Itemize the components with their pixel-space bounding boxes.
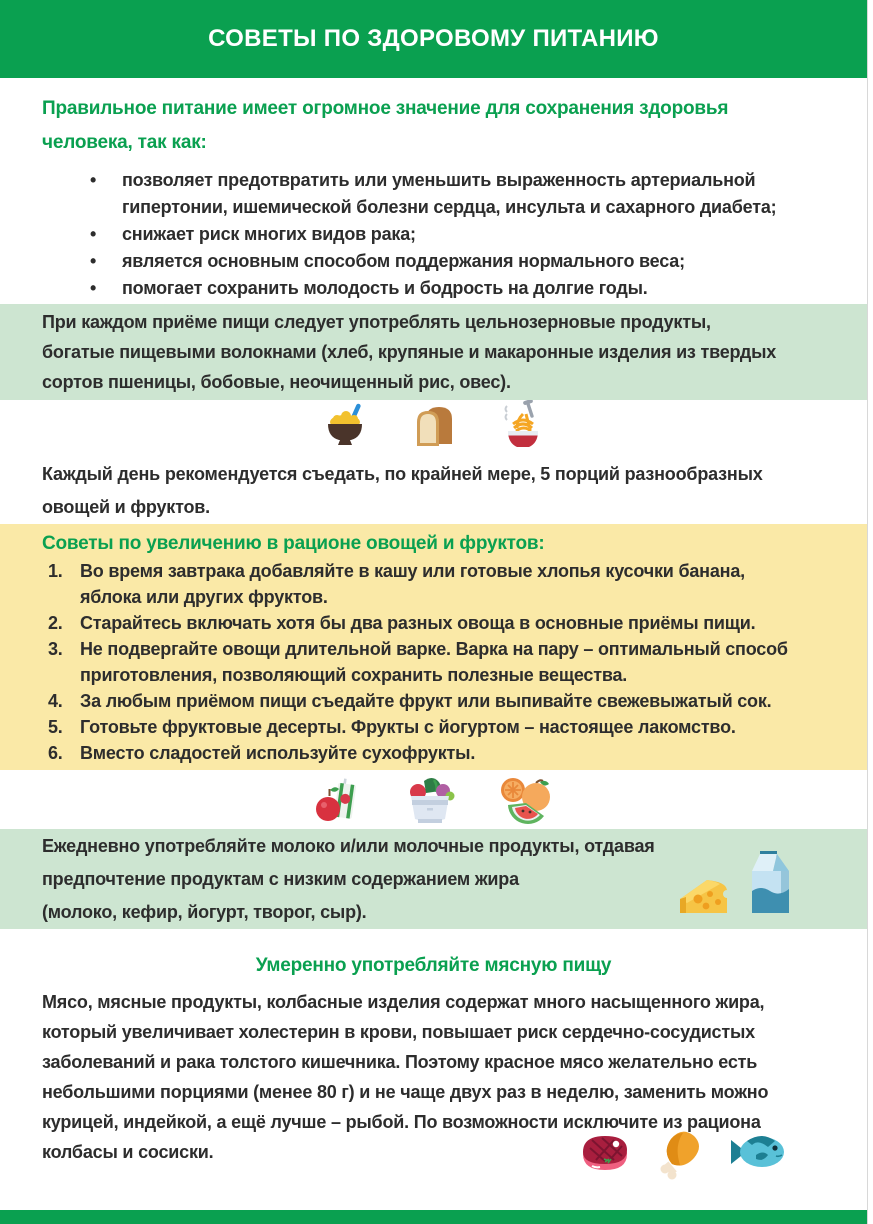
wholegrain-text: При каждом приёме пищи следует употреблять цельнозерновые продукты, богатые пищевыми волокнами (хлеб, крупяные и макаронные изделия из твердых сортов пшеницы, бобовые, неочищенный рис, овес). (42, 312, 777, 392)
tip-number: 3. (48, 639, 63, 659)
bullet-marker: • (90, 170, 97, 190)
milk-carton-icon (743, 847, 797, 917)
header-bar (0, 0, 867, 78)
fruit-icons-row (0, 770, 867, 829)
bullet-item (90, 167, 795, 221)
chicken-leg-icon (656, 1124, 704, 1180)
fruit-tips-heading: Советы по увеличению в рационе овощей и фруктов: (42, 533, 545, 554)
bullet-text: помогает сохранить молодость и бодрость на долгие годы. (122, 278, 648, 298)
tip-item (48, 714, 837, 740)
meat-heading: Умеренно употребляйте мясную пищу (255, 955, 612, 976)
bullet-list (42, 167, 825, 302)
bullet-item (90, 221, 795, 248)
meat-text: Мясо, мясные продукты, колбасные изделия содержат много насыщенного жира, который увеличивает холестерин в крови, повышает риск сердечно-сосудистых заболеваний и рака толстого кишечника. Поэтому красное мясо желательно есть небольшими порциями (менее 80 г) и не чаще двух раз в неделю, заменить можно курицей, индейкой, а ещё лучше – рыбой. По возможности исключите из рациона колбасы и сосиски. (42, 992, 769, 1162)
tip-text: Старайтесь включать хотя бы два разных овоща в основные приёмы пищи. (80, 613, 756, 633)
tip-item (48, 610, 837, 636)
bullet-marker: • (90, 278, 97, 298)
bullet-marker: • (90, 224, 97, 244)
dairy-icons-row (677, 847, 797, 917)
dairy-section (0, 829, 867, 929)
tip-number: 4. (48, 691, 63, 711)
tip-text: Вместо сладостей используйте сухофрукты. (80, 743, 476, 763)
tip-text: Не подвергайте овощи длительной варке. Варка на пару – оптимальный способ приготовления, позволяющий сохранить полезные вещества. (80, 639, 788, 685)
tip-text: За любым приёмом пищи съедайте фрукт или выпивайте свежевыжатый сок. (80, 691, 772, 711)
tip-number: 5. (48, 717, 63, 737)
steak-icon (578, 1128, 632, 1176)
bullet-item (90, 275, 795, 302)
fruit-mix-icon (498, 775, 556, 825)
apple-juice-icon (312, 775, 362, 825)
tip-text: Во время завтрака добавляйте в кашу или готовые хлопья кусочки банана, яблока или других фруктов. (80, 561, 745, 607)
fruit-tips-section (0, 524, 867, 770)
wholegrain-section (0, 304, 867, 400)
cheese-icon (677, 875, 729, 917)
tip-text: Готовьте фруктовые десерты. Фрукты с йогуртом – настоящее лакомство. (80, 717, 736, 737)
tip-item (48, 558, 837, 610)
footer-bar (0, 1210, 867, 1224)
porridge-bowl-icon (321, 402, 369, 450)
vegetable-basket-icon (404, 775, 456, 825)
bullet-item (90, 248, 795, 275)
grain-icons-row (0, 400, 867, 452)
fruit-tips-list (42, 558, 837, 766)
bullet-text: позволяет предотвратить или уменьшить выраженность артериальной гипертонии, ишемической болезни сердца, инсульта и сахарного диабета; (122, 170, 777, 217)
bullet-marker: • (90, 251, 97, 271)
fish-icon (728, 1129, 786, 1175)
five-portions-section (42, 458, 825, 524)
tip-item (48, 740, 837, 766)
tip-item (48, 636, 837, 688)
bullet-text: снижает риск многих видов рака; (122, 224, 416, 244)
dairy-text: Ежедневно употребляйте молоко и/или молочные продукты, отдавая предпочтение продуктам с низким содержанием жира (молоко, кефир, йогурт, творог, сыр). (42, 836, 655, 922)
intro-heading: Правильное питание имеет огромное значение для сохранения здоровья человека, так как: (42, 98, 729, 153)
tip-number: 6. (48, 743, 63, 763)
bread-icon (411, 402, 457, 450)
tip-item (48, 688, 837, 714)
five-portions-text: Каждый день рекомендуется съедать, по крайней мере, 5 порций разнообразных овощей и фруктов. (42, 464, 763, 517)
tip-number: 1. (48, 561, 63, 581)
meat-icons-row (578, 1124, 786, 1180)
bullet-text: является основным способом поддержания нормального веса; (122, 251, 685, 271)
tip-number: 2. (48, 613, 63, 633)
page-title: СОВЕТЫ ПО ЗДОРОВОМУ ПИТАНИЮ (208, 25, 659, 52)
intro-section (0, 78, 867, 302)
noodles-bowl-icon (499, 400, 547, 452)
